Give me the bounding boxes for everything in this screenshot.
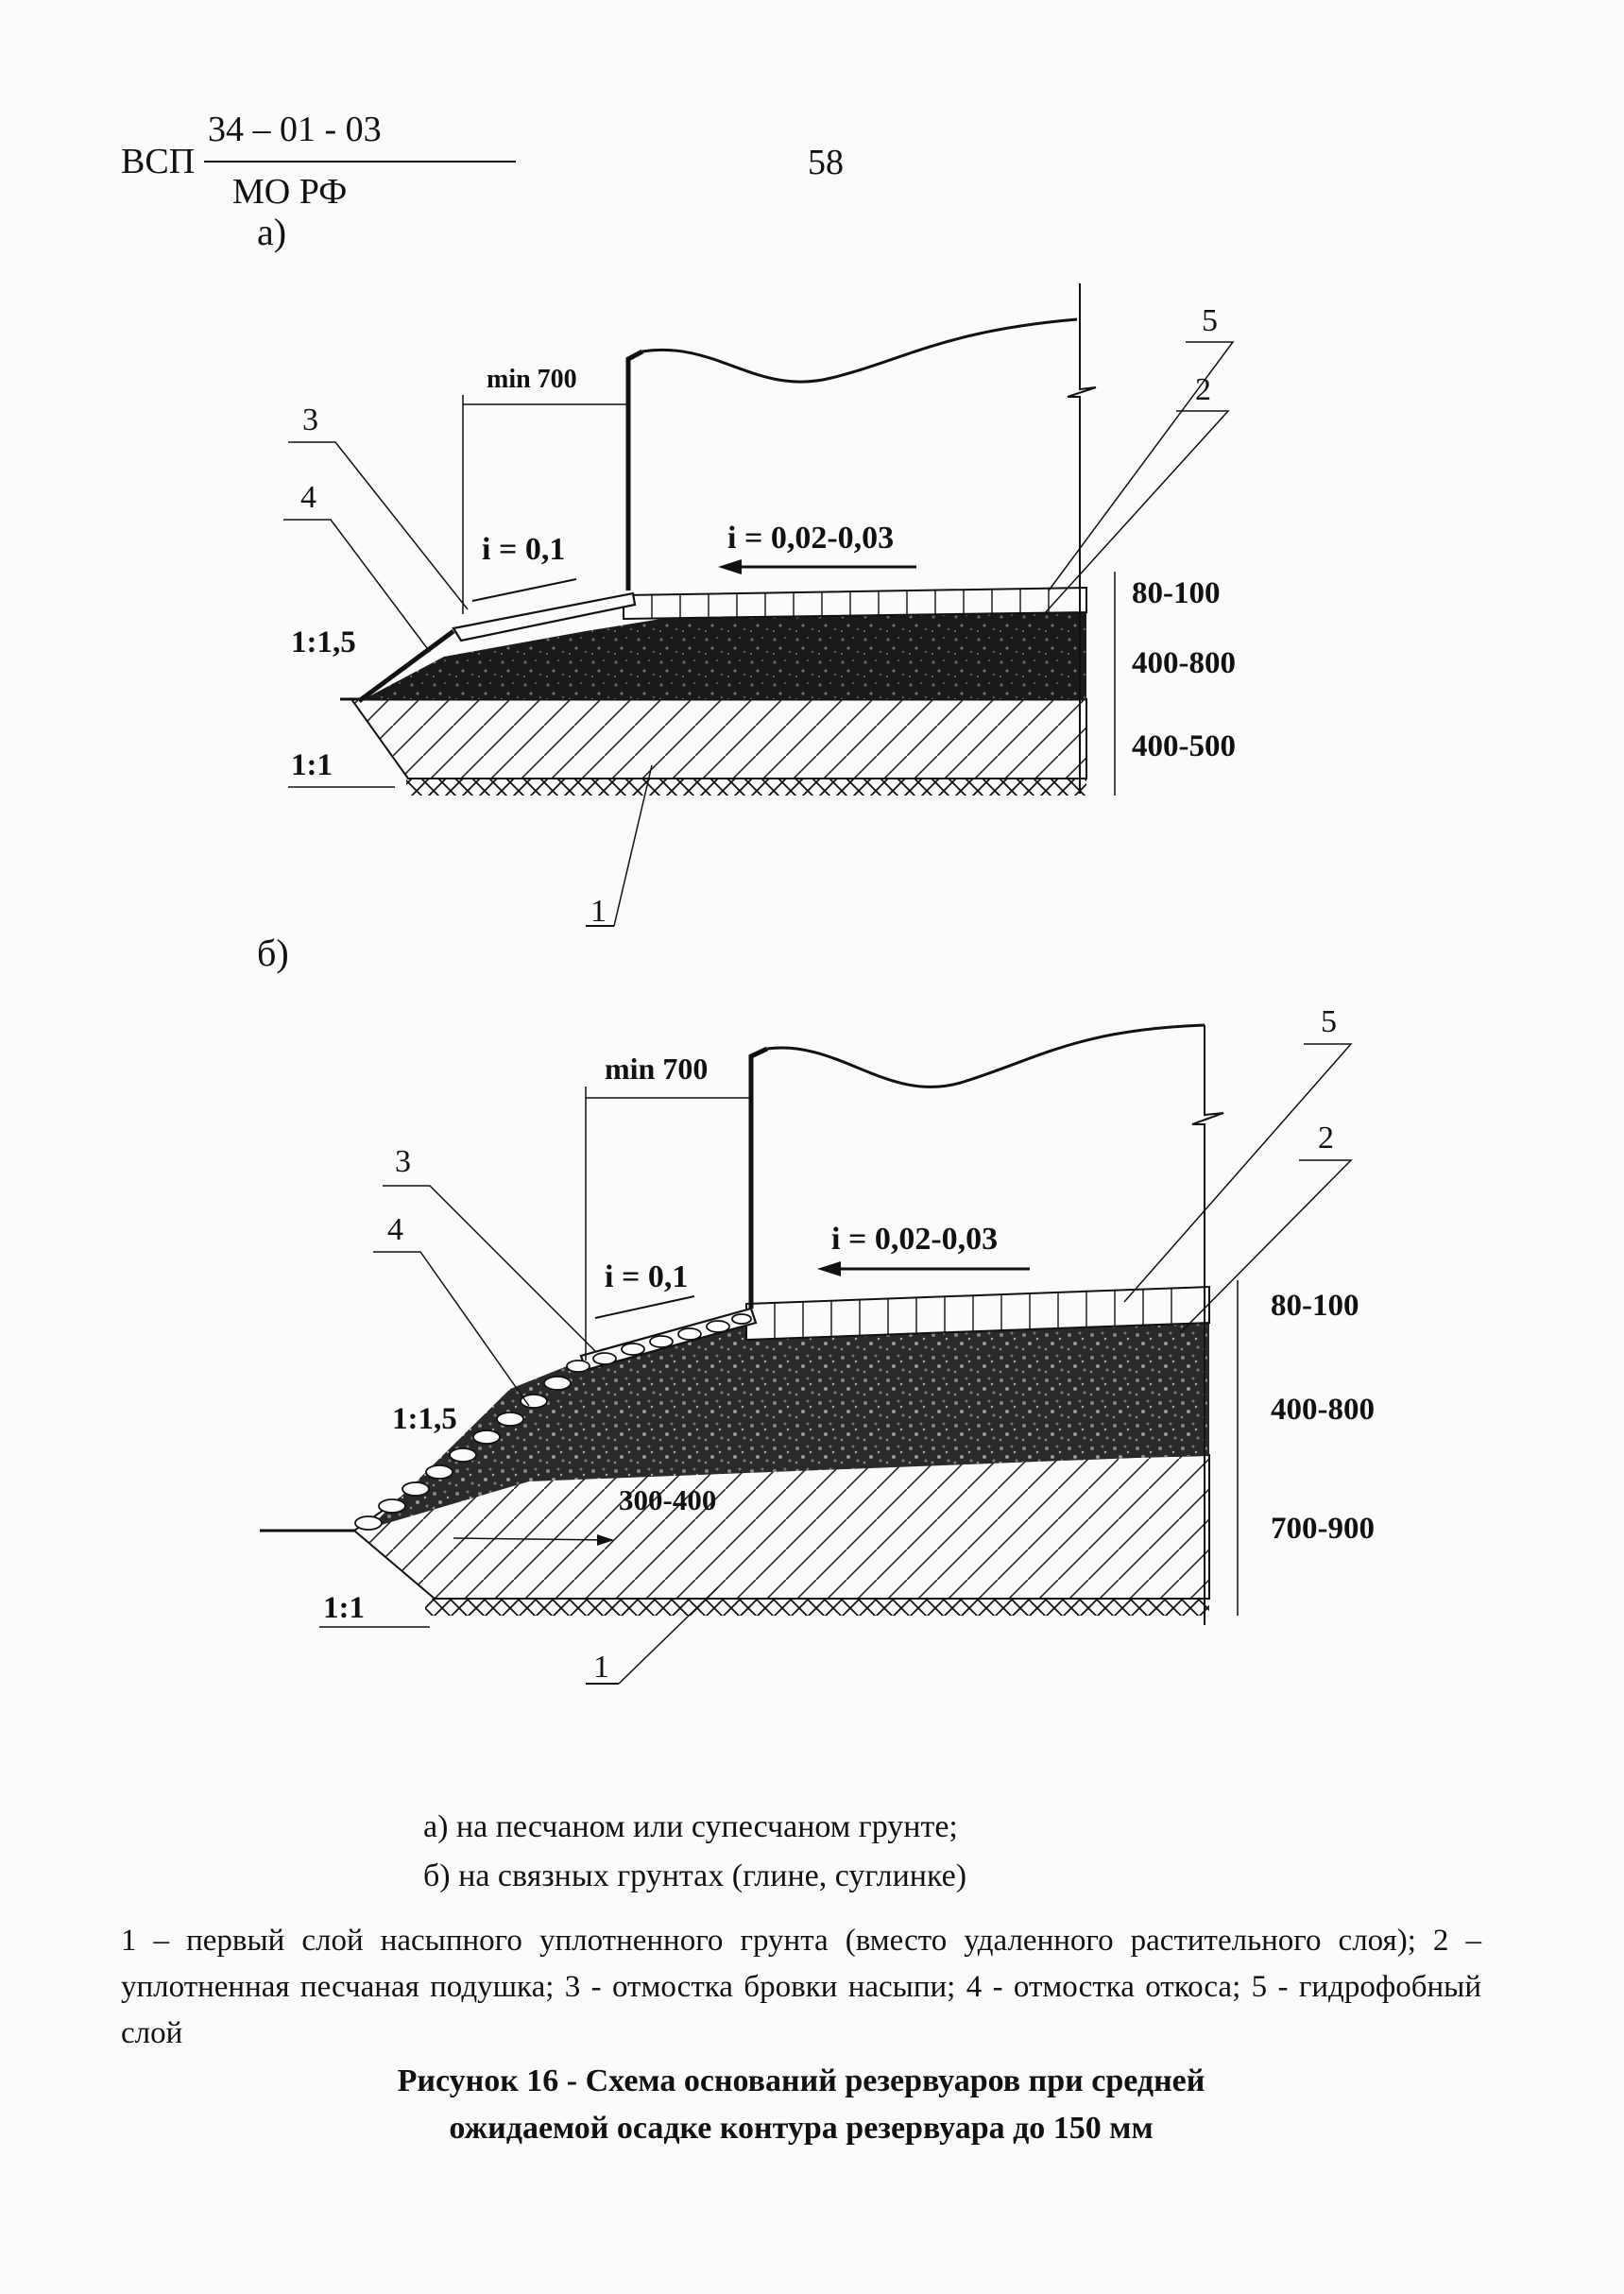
figure-title-line-1: Рисунок 16 - Схема оснований резервуаров при средней xyxy=(397,2063,1205,2098)
min-dim-b: min 700 xyxy=(605,1052,709,1086)
diagram-a xyxy=(0,0,1624,945)
dim-top-a: 80-100 xyxy=(1132,576,1221,610)
document-code-denominator: МО РФ xyxy=(232,172,348,212)
legend-text: 1 – первый слой насыпного уплотненного грунта (вместо удаленного растительного слоя); 2 – уплотненная песчаная подушка; 3 - отмостка бровки насыпи; 4 - отмостка откоса; 5 - гидрофобный слой xyxy=(121,1924,1481,2050)
ratio-lower-a: 1:1 xyxy=(291,748,333,782)
label-3-b: 3 xyxy=(395,1144,411,1179)
slope-edge-a: i = 0,1 xyxy=(482,532,566,567)
label-2-a: 2 xyxy=(1195,372,1211,407)
label-1-a: 1 xyxy=(590,894,607,929)
label-4-b: 4 xyxy=(387,1212,403,1247)
dim-mid-a: 400-800 xyxy=(1132,646,1236,680)
ratio-upper-a: 1:1,5 xyxy=(291,625,356,659)
figure-title xyxy=(121,2058,1481,2152)
document-code-numerator: 34 – 01 - 03 xyxy=(208,110,382,149)
diagram-b xyxy=(0,945,1624,1701)
label-1-b: 1 xyxy=(593,1650,609,1685)
page-number: 58 xyxy=(808,143,844,182)
label-5-a: 5 xyxy=(1202,303,1218,338)
natural-ground xyxy=(406,779,1086,796)
caption-a: а) на песчаном или супесчаном грунте; xyxy=(423,1809,958,1844)
tank-outline-b xyxy=(767,1025,1205,1087)
inner-dim-b: 300-400 xyxy=(619,1483,717,1516)
label-3-a: 3 xyxy=(302,402,318,437)
panel-label-a: а) xyxy=(257,211,287,253)
figure-title-line-2: ожидаемой осадке контура резервуара до 150 мм xyxy=(449,2111,1154,2146)
slope-top-a: i = 0,02-0,03 xyxy=(727,521,895,556)
caption-b: б) на связных грунтах (глине, суглинке) xyxy=(423,1858,967,1893)
dim-top-b: 80-100 xyxy=(1271,1289,1359,1323)
ratio-lower-b: 1:1 xyxy=(323,1591,365,1625)
label-2-b: 2 xyxy=(1318,1121,1334,1156)
slope-edge-b: i = 0,1 xyxy=(605,1259,689,1294)
dim-bottom-b: 700-900 xyxy=(1271,1512,1375,1546)
slope-top-b: i = 0,02-0,03 xyxy=(831,1222,999,1257)
natural-ground-b xyxy=(425,1599,1209,1616)
min-dim-a: min 700 xyxy=(487,365,577,394)
tank-wall xyxy=(628,351,642,591)
tank-wall-b xyxy=(751,1049,767,1309)
layer-1-compacted-soil xyxy=(351,699,1086,779)
dim-mid-b: 400-800 xyxy=(1271,1393,1375,1427)
dim-bottom-a: 400-500 xyxy=(1132,729,1236,763)
layer-5-hydrophobic xyxy=(624,588,1086,619)
label-5-b: 5 xyxy=(1321,1004,1337,1039)
panel-label-b: б) xyxy=(257,932,289,974)
tank-outline xyxy=(642,319,1077,382)
ratio-upper-b: 1:1,5 xyxy=(392,1402,457,1436)
label-4-a: 4 xyxy=(300,480,316,515)
document-code-prefix: ВСП xyxy=(121,142,196,181)
